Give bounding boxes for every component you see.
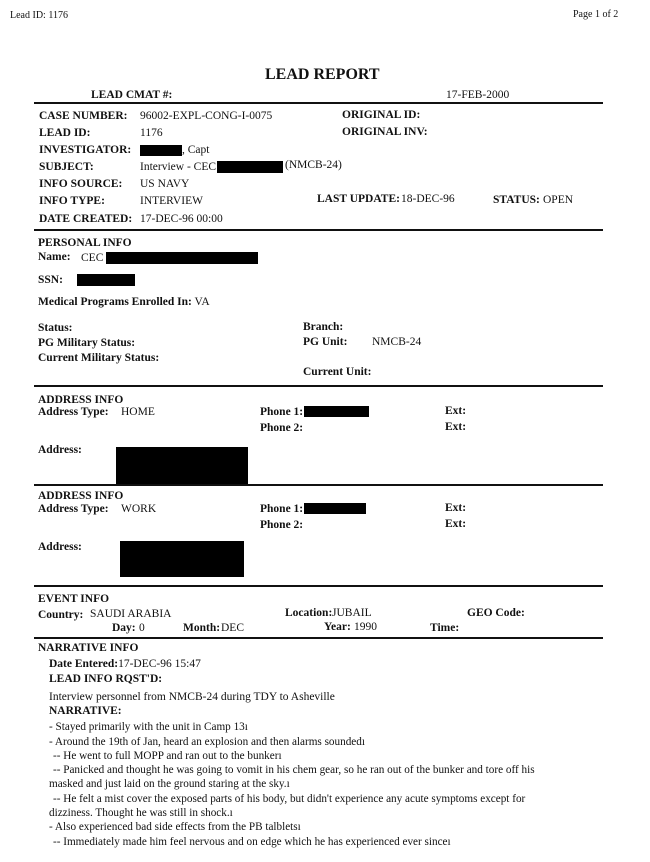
time-label: Time: xyxy=(430,622,460,634)
redaction-box xyxy=(77,274,135,286)
original-inv-label: ORIGINAL INV: xyxy=(342,126,428,138)
branch-label: Branch: xyxy=(303,321,344,333)
case-number: 96002-EXPL-CONG-I-0075 xyxy=(140,110,273,122)
info-source-value: US NAVY xyxy=(140,178,190,190)
date-entered xyxy=(49,658,201,670)
address-info-heading: ADDRESS INFO xyxy=(38,394,124,406)
divider xyxy=(34,102,603,104)
redaction-box xyxy=(304,503,366,514)
country-label: Country: xyxy=(38,609,84,621)
ext-label: Ext: xyxy=(445,405,467,417)
redaction-box xyxy=(217,161,283,173)
redaction-box xyxy=(120,541,244,577)
address-info-heading: ADDRESS INFO xyxy=(38,490,124,502)
lead-cmat-label: LEAD CMAT #: xyxy=(91,89,173,101)
pg-military-status-label: PG Military Status: xyxy=(38,337,136,349)
redaction-box xyxy=(116,447,248,485)
pg-unit-label: PG Unit: xyxy=(303,336,348,348)
status-label: Status: xyxy=(38,322,73,334)
current-unit-label: Current Unit: xyxy=(303,366,372,378)
divider xyxy=(34,385,603,387)
phone1-label: Phone 1: xyxy=(260,503,304,515)
date-created-label: DATE CREATED: xyxy=(39,213,133,225)
narrative-line: - Also experienced bad side effects from the PB talbletsı xyxy=(49,821,301,833)
address-type-value: WORK xyxy=(121,503,157,515)
day-label: Day: xyxy=(112,622,136,634)
address-type-label: Address Type: xyxy=(38,503,109,515)
redaction-box xyxy=(304,406,369,417)
narrative-line: -- Panicked and thought he was going to vomit in his chem gear, so he ran out of the bunker and tore off his xyxy=(53,764,535,776)
ext-label: Ext: xyxy=(445,421,467,433)
status-value: OPEN xyxy=(543,194,574,206)
narrative-line: dizziness. Thought he was still in shock.ı xyxy=(49,807,233,819)
phone1-label: Phone 1: xyxy=(260,406,304,418)
medical-programs-value: VA xyxy=(194,296,210,308)
lead-id-label: LEAD ID: xyxy=(39,127,91,139)
narrative-line: masked and just laid on the ground staring at the sky.ı xyxy=(49,778,290,790)
year-value: 1990 xyxy=(354,621,377,633)
divider xyxy=(34,585,603,587)
date-created-value: 17-DEC-96 00:00 xyxy=(140,213,223,225)
ext-label: Ext: xyxy=(445,502,467,514)
divider xyxy=(34,637,603,639)
address-label: Address: xyxy=(38,444,82,456)
name-label: Name: xyxy=(38,251,71,263)
header-lead-id: Lead ID: 1176 xyxy=(10,10,68,21)
lead-info-rqst-label: LEAD INFO RQST'D: xyxy=(49,673,163,685)
lead-info-rqst-value: Interview personnel from NMCB-24 during TDY to Asheville xyxy=(49,691,335,703)
narrative-line: -- Immediately made him feel nervous and on edge which he has experienced ever sinceı xyxy=(53,836,451,848)
date-entered-label: Date Entered: xyxy=(49,658,119,670)
narrative-info-heading: NARRATIVE INFO xyxy=(38,642,139,654)
info-type-label: INFO TYPE: xyxy=(39,195,105,207)
address-label: Address: xyxy=(38,541,82,553)
event-info-heading: EVENT INFO xyxy=(38,593,110,605)
narrative-line: -- He felt a mist cover the exposed parts of his body, but didn't experience any acute symptoms except for xyxy=(53,793,526,805)
address-type-value: HOME xyxy=(121,406,155,418)
month-label: Month: xyxy=(183,622,221,634)
redaction-box xyxy=(106,252,258,264)
info-type-value: INTERVIEW xyxy=(140,195,203,207)
original-id-label: ORIGINAL ID: xyxy=(342,109,421,121)
location-label: Location: xyxy=(285,607,333,619)
divider xyxy=(34,229,603,231)
pg-unit-value: NMCB-24 xyxy=(372,336,422,348)
day-value: 0 xyxy=(139,622,145,634)
country-value: SAUDI ARABIA xyxy=(90,608,172,620)
header-page-number: Page 1 of 2 xyxy=(573,9,619,20)
current-military-status-label: Current Military Status: xyxy=(38,352,160,364)
ssn-label: SSN: xyxy=(38,274,63,286)
subject-prefix: Interview - CEC xyxy=(140,161,217,173)
info-source-label: INFO SOURCE: xyxy=(39,178,123,190)
lead-id-value: 1176 xyxy=(140,127,163,139)
ext-label: Ext: xyxy=(445,518,467,530)
location-value: JUBAIL xyxy=(332,607,372,619)
last-update-value: 18-DEC-96 xyxy=(401,193,455,205)
subject-label: SUBJECT: xyxy=(39,161,94,173)
medical-programs xyxy=(38,296,210,308)
phone2-label: Phone 2: xyxy=(260,519,304,531)
address-type-label: Address Type: xyxy=(38,406,109,418)
investigator-rank: , Capt xyxy=(182,144,210,156)
personal-info-heading: PERSONAL INFO xyxy=(38,237,132,249)
last-update-label: LAST UPDATE: xyxy=(317,193,400,205)
name-prefix: CEC xyxy=(81,252,104,264)
phone2-label: Phone 2: xyxy=(260,422,304,434)
month-value: DEC xyxy=(221,622,244,634)
redaction-box xyxy=(140,145,182,156)
report-date: 17-FEB-2000 xyxy=(446,89,510,101)
page-title: LEAD REPORT xyxy=(265,66,380,83)
geo-code-label: GEO Code: xyxy=(467,607,525,619)
divider xyxy=(34,484,603,486)
date-entered-value: 17-DEC-96 15:47 xyxy=(118,658,201,670)
narrative-label: NARRATIVE: xyxy=(49,705,122,717)
narrative-line: -- He went to full MOPP and ran out to the bunkerı xyxy=(53,750,282,762)
year-label: Year: xyxy=(324,621,351,633)
medical-programs-label: Medical Programs Enrolled In: xyxy=(38,296,192,308)
narrative-line: - Stayed primarily with the unit in Camp 13ı xyxy=(49,721,248,733)
narrative-line: - Around the 19th of Jan, heard an explosion and then alarms soundedı xyxy=(49,736,365,748)
case-number-label: CASE NUMBER: xyxy=(39,110,128,122)
status-label: STATUS: xyxy=(493,194,540,206)
investigator-label: INVESTIGATOR: xyxy=(39,144,132,156)
subject-unit: (NMCB-24) xyxy=(285,159,342,171)
